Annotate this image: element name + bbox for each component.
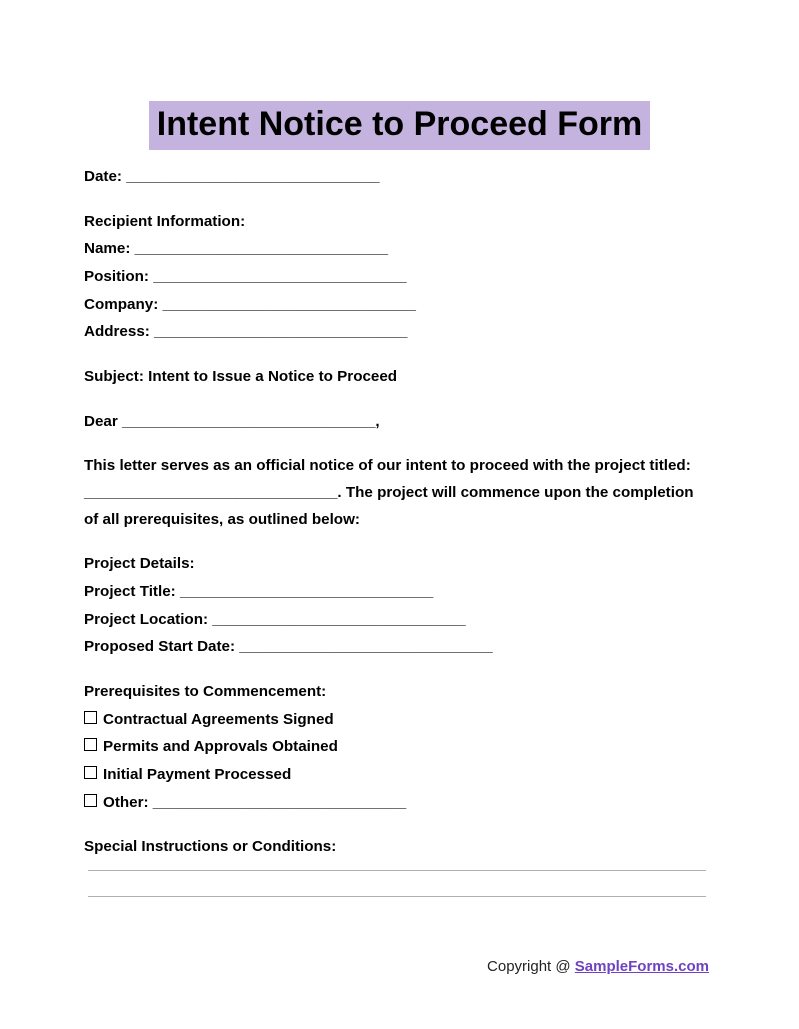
project-location-blank[interactable]: ______________________________ (212, 610, 466, 628)
project-details-block (84, 550, 709, 661)
project-details-heading: Project Details: (84, 555, 195, 573)
date-field (84, 163, 709, 191)
recipient-information-block (84, 208, 709, 346)
date-blank[interactable]: ______________________________ (126, 168, 380, 185)
recipient-position-label: Position: (84, 267, 149, 285)
special-instructions-lines (88, 870, 706, 922)
write-in-rule[interactable] (88, 870, 706, 871)
copyright-text: Copyright @ (487, 958, 575, 975)
prerequisite-item-2[interactable] (84, 733, 709, 761)
recipient-address-blank[interactable]: ______________________________ (154, 323, 408, 341)
proposed-start-date-blank[interactable]: ______________________________ (239, 638, 493, 656)
recipient-heading: Recipient Information: (84, 212, 246, 230)
prerequisite-label: Permits and Approvals Obtained (103, 738, 338, 756)
recipient-name-blank[interactable]: ______________________________ (134, 240, 389, 258)
title-container (0, 78, 799, 173)
project-title-label: Project Title: (84, 583, 176, 601)
proposed-start-date-label: Proposed Start Date: (84, 638, 236, 656)
prerequisite-label: Other: (103, 793, 149, 811)
checkbox-icon[interactable] (84, 711, 97, 724)
intent-text-part1: This letter serves as an official notice of our intent to proceed with the project titled: (84, 457, 691, 475)
prerequisite-other-blank[interactable]: ______________________________ (152, 793, 407, 811)
salutation-comma: , (375, 412, 380, 430)
prerequisites-block (84, 678, 709, 816)
prerequisite-item-4[interactable] (84, 789, 709, 817)
date-label: Date: (84, 168, 122, 185)
footer (487, 958, 709, 975)
salutation-label: Dear (84, 412, 118, 430)
intent-text-part2: . The project will commence upon the completion of all prerequisites, as outlined below: (84, 484, 694, 529)
page-title: Intent Notice to Proceed Form (149, 101, 651, 150)
salutation-blank[interactable]: ______________________________ (122, 412, 376, 430)
recipient-address-label: Address: (84, 323, 150, 341)
recipient-position-blank[interactable]: ______________________________ (153, 267, 407, 285)
prerequisite-label: Initial Payment Processed (103, 765, 292, 783)
prerequisites-heading: Prerequisites to Commencement: (84, 683, 327, 701)
intent-paragraph (84, 452, 709, 533)
project-title-inline-blank[interactable]: ______________________________ (84, 484, 338, 502)
prerequisite-item-1[interactable] (84, 706, 709, 734)
write-in-rule[interactable] (88, 896, 706, 897)
prerequisite-item-3[interactable] (84, 761, 709, 789)
project-title-blank[interactable]: ______________________________ (179, 583, 434, 601)
project-location-label: Project Location: (84, 610, 209, 628)
salutation-line (84, 408, 709, 436)
recipient-company-blank[interactable]: ______________________________ (162, 295, 416, 313)
subject-line: Subject: Intent to Issue a Notice to Proceed (84, 367, 398, 385)
document-body (84, 163, 709, 861)
checkbox-icon[interactable] (84, 738, 97, 751)
checkbox-icon[interactable] (84, 794, 97, 807)
recipient-name-label: Name: (84, 240, 131, 258)
checkbox-icon[interactable] (84, 766, 97, 779)
special-instructions-heading: Special Instructions or Conditions: (84, 838, 337, 856)
prerequisite-label: Contractual Agreements Signed (103, 710, 334, 728)
brand-link[interactable]: SampleForms.com (574, 958, 709, 975)
recipient-company-label: Company: (84, 295, 159, 313)
